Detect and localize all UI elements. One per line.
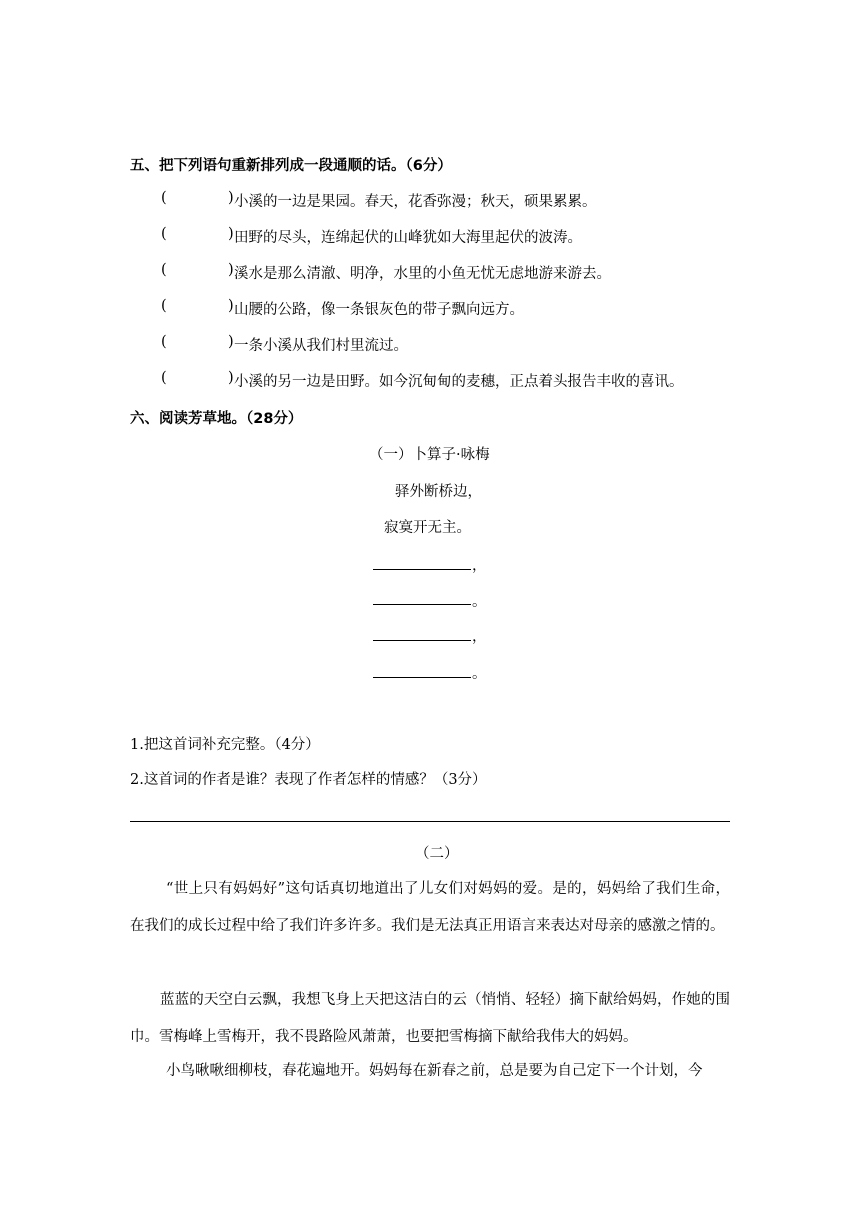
answer-paren-close: )	[228, 298, 234, 314]
reorder-item	[0, 262, 860, 284]
answer-paren-close: )	[228, 190, 234, 206]
poem-title: （一）卜算子·咏梅	[369, 447, 490, 463]
poem-line: 寂寞开无主。	[384, 520, 471, 536]
answer-paren-open: (	[161, 334, 167, 350]
reorder-item-text: 一条小溪从我们村里流过。	[234, 338, 408, 354]
fill-in-blank[interactable]	[373, 569, 471, 570]
reorder-item-text: 小溪的一边是果园。春天，花香弥漫；秋天，硕果累累。	[234, 194, 597, 210]
blank-punctuation: ，	[472, 629, 487, 645]
answer-paren-close: )	[228, 262, 234, 278]
answer-paren-open: (	[161, 262, 167, 278]
reorder-item-text: 溪水是那么清澈、明净，水里的小鱼无忧无虑地游来游去。	[234, 266, 611, 282]
answer-line[interactable]	[130, 821, 730, 822]
blank-punctuation: 。	[472, 594, 487, 610]
question-1: 1.把这首词补充完整。（4分）	[130, 737, 320, 753]
reorder-item-text: 小溪的另一边是田野。如今沉甸甸的麦穗，正点着头报告丰收的喜讯。	[234, 374, 684, 390]
fill-in-blank[interactable]	[373, 604, 471, 605]
poem-line: 驿外断桥边，	[395, 484, 482, 500]
answer-paren-open: (	[161, 298, 167, 314]
blank-punctuation: ，	[472, 558, 487, 574]
answer-paren-close: )	[228, 226, 234, 242]
blank-punctuation: 。	[472, 666, 487, 682]
answer-paren-close: )	[228, 370, 234, 386]
section6-title: 六、阅读芳草地。（28分）	[130, 411, 303, 427]
reorder-item-text: 山腰的公路，像一条银灰色的带子飘向远方。	[234, 302, 524, 318]
answer-paren-close: )	[228, 334, 234, 350]
passage-paragraph: 小鸟啾啾细柳枝，春花遍地开。妈妈每在新春之前，总是要为自己定下一个计划，今	[166, 1063, 703, 1079]
part2-title: （二）	[415, 846, 459, 862]
reorder-item	[0, 226, 860, 248]
reorder-item	[0, 190, 860, 212]
fill-in-blank[interactable]	[373, 677, 471, 678]
passage-paragraph: “世上只有妈妈好”这句话真切地道出了儿女们对妈妈的爱。是的，妈妈给了我们生命，在我们的成长过程中给了我们许多许多。我们是无法真正用语言来表达对母亲的感激之情的。	[130, 881, 730, 934]
answer-paren-open: (	[161, 370, 167, 386]
reorder-item-text: 田野的尽头，连绵起伏的山峰犹如大海里起伏的波涛。	[234, 230, 582, 246]
answer-paren-open: (	[161, 226, 167, 242]
reorder-item	[0, 298, 860, 320]
reorder-item	[0, 334, 860, 356]
fill-in-blank[interactable]	[373, 640, 471, 641]
reorder-item	[0, 370, 860, 392]
question-2: 2.这首词的作者是谁？表现了作者怎样的情感？（3分）	[130, 772, 487, 788]
passage-paragraph: 蓝蓝的天空白云飘，我想飞身上天把这洁白的云（悄悄、轻轻）摘下献给妈妈，作她的围巾。雪梅峰上雪梅开，我不畏路险风萧萧，也要把雪梅摘下献给我伟大的妈妈。	[130, 992, 730, 1045]
section5-title: 五、把下列语句重新排列成一段通顺的话。（6分）	[130, 158, 452, 174]
answer-paren-open: (	[161, 190, 167, 206]
